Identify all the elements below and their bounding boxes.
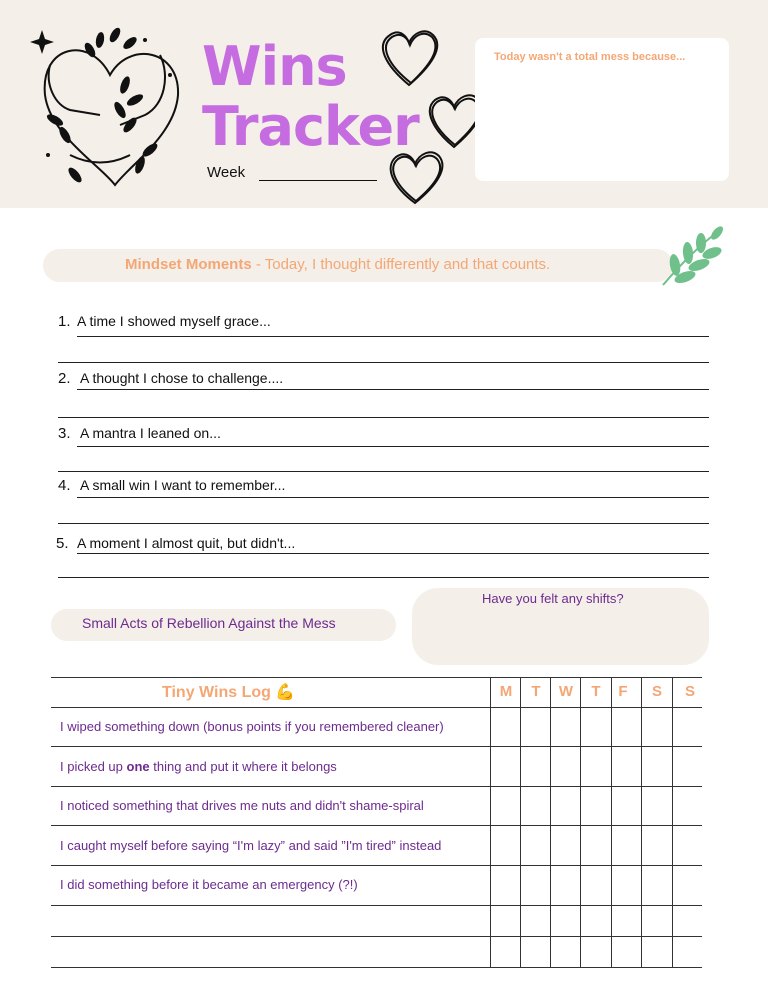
tiny-win-row-1 <box>60 719 444 734</box>
rebellion-label: Small Acts of Rebellion Against the Mess <box>82 615 336 631</box>
table-rule <box>51 677 702 678</box>
table-rule <box>51 865 702 866</box>
prompt-answer-line[interactable] <box>77 446 709 447</box>
prompt-answer-line[interactable] <box>77 497 709 498</box>
title-line-2: Tracker <box>202 95 419 158</box>
table-rule <box>51 786 702 787</box>
table-column-divider <box>641 677 642 967</box>
tiny-wins-title: Tiny Wins Log <box>162 684 271 701</box>
heart-bouquet-illustration <box>30 15 190 195</box>
prompt-answer-line[interactable] <box>58 417 709 418</box>
week-label: Week <box>207 164 246 181</box>
prompt-answer-line[interactable] <box>58 523 709 524</box>
table-column-divider <box>490 677 491 967</box>
prompt-number-1: 1. <box>58 313 71 330</box>
day-header-tuesday: T <box>531 683 541 700</box>
table-rule <box>51 936 702 937</box>
day-header-wednesday: W <box>558 683 574 700</box>
day-header-thursday: T <box>591 683 601 700</box>
tiny-win-text: I wiped something down (bonus points if you remembered cleaner) <box>60 719 444 734</box>
hearts-doodle <box>375 25 490 210</box>
mindset-heading: Mindset Moments <box>125 256 252 273</box>
leaf-sprig-icon <box>655 225 727 290</box>
title-line-1: Wins <box>202 35 347 98</box>
prompt-text-4: A small win I want to remember... <box>80 477 286 493</box>
prompt-number-5: 5. <box>56 535 69 552</box>
table-rule <box>51 967 702 968</box>
week-input-line[interactable] <box>259 180 377 181</box>
table-column-divider <box>580 677 581 967</box>
day-header-monday: M <box>499 683 513 700</box>
mindset-heading-row <box>125 256 550 273</box>
tiny-win-emphasis: one <box>126 759 150 774</box>
prompt-text-5: A moment I almost quit, but didn't... <box>77 535 296 551</box>
table-column-divider <box>611 677 612 967</box>
tiny-win-text: I picked up <box>60 759 127 774</box>
mindset-subheading: - Today, I thought differently and that counts. <box>251 256 551 273</box>
tiny-win-row-5 <box>60 877 358 892</box>
prompt-text-2: A thought I chose to challenge.... <box>80 370 284 386</box>
prompt-answer-line[interactable] <box>77 336 709 337</box>
prompt-number-4: 4. <box>58 477 71 494</box>
prompt-text-3: A mantra I leaned on... <box>80 425 221 441</box>
prompt-number-2: 2. <box>58 370 71 387</box>
prompt-answer-line[interactable] <box>58 471 709 472</box>
tiny-win-text: I noticed something that drives me nuts and didn't shame-spiral <box>60 798 424 813</box>
table-rule <box>51 707 702 708</box>
tiny-wins-title-row <box>162 682 295 702</box>
table-column-divider <box>550 677 551 967</box>
prompt-answer-line[interactable] <box>77 389 709 390</box>
prompt-answer-line[interactable] <box>77 553 709 554</box>
prompt-number-3: 3. <box>58 425 71 442</box>
shifts-prompt: Have you felt any shifts? <box>482 591 624 606</box>
tiny-win-row-3 <box>60 798 424 813</box>
flexed-bicep-icon: 💪 <box>275 684 296 701</box>
tiny-win-text: I caught myself before saying “I'm lazy” and said ”I'm tired” instead <box>60 838 442 853</box>
daily-note-prompt: Today wasn't a total mess because... <box>494 51 686 63</box>
tiny-win-row-2 <box>60 759 337 774</box>
table-rule <box>51 825 702 826</box>
tiny-win-row-4 <box>60 838 441 853</box>
prompt-answer-line[interactable] <box>58 362 709 363</box>
table-column-divider <box>520 677 521 967</box>
table-column-divider <box>672 677 673 967</box>
table-rule <box>51 746 702 747</box>
day-header-friday: F <box>618 683 628 700</box>
prompt-answer-line[interactable] <box>58 577 709 578</box>
tiny-win-text-end: thing and put it where it belongs <box>149 759 337 774</box>
tiny-win-text: I did something before it became an emergency (?!) <box>60 877 358 892</box>
table-rule <box>51 905 702 906</box>
day-header-saturday: S <box>651 683 662 700</box>
day-header-sunday: S <box>684 683 695 700</box>
prompt-text-1: A time I showed myself grace... <box>77 313 271 329</box>
